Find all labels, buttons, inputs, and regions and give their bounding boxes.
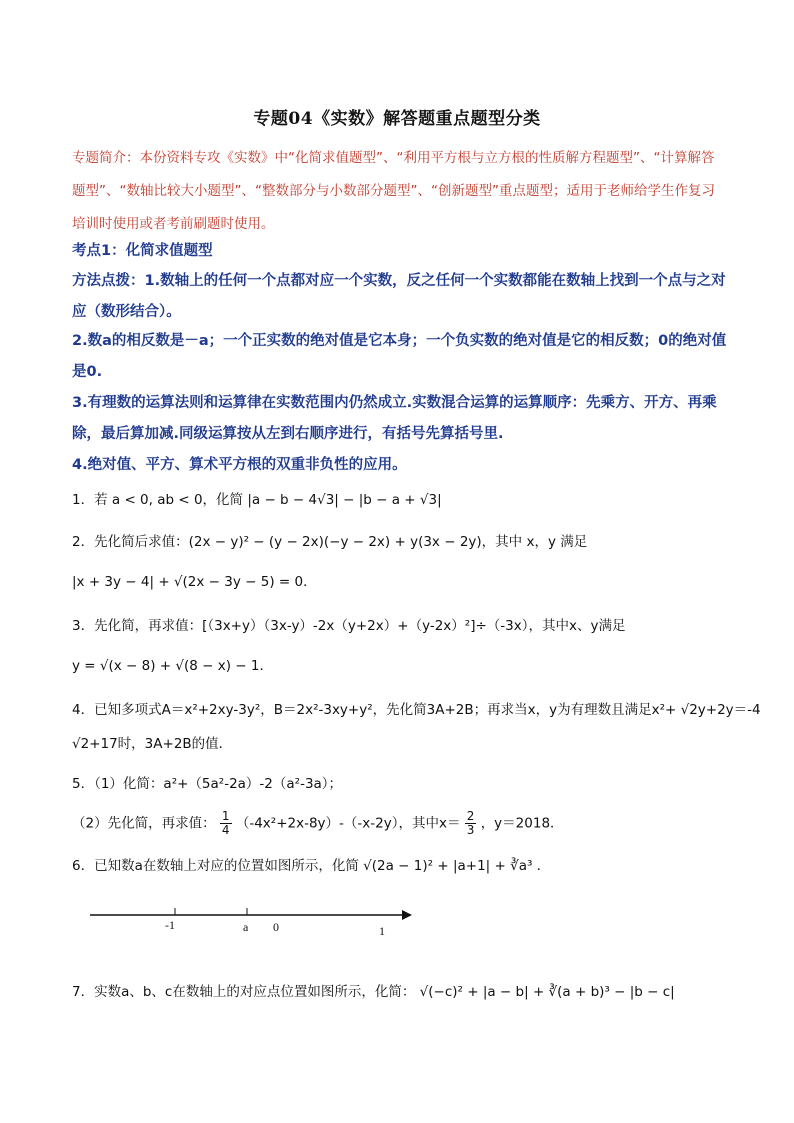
problem-3-line-2: y = √(x − 8) + √(8 − x) − 1． (72, 658, 273, 674)
problem-7: 7．实数a、b、c在数轴上的对应点位置如图所示，化简： √(−c)² + |a − b| + ∛(a + b)³ − |b − c| (72, 984, 675, 1000)
fraction-numerator: 2 (466, 809, 475, 823)
problem-2-line-1: 2．先化简后求值：(2x − y)² − (y − 2x)(−y − 2x) + y(3x − 2y)，其中 x，y 满足 (72, 534, 588, 550)
problem-5-part-2-middle: （-4x²+2x-8y）-（-x-2y），其中x＝ (235, 815, 461, 832)
fraction-denominator: 3 (466, 823, 475, 837)
method-point-3: 3.有理数的运算法则和运算律在实数范围内仍然成立.实数混合运算的运算顺序：先乘方、开方、再乘除，最后算加减.同级运算按从左到右顺序进行，有括号先算括号里. (72, 395, 717, 442)
problem-1: 1．若 a < 0, ab < 0，化简 |a − b − 4√3| − |b − a + √3| (72, 492, 442, 508)
fraction-denominator: 4 (221, 823, 230, 837)
label-zero: 0 (273, 920, 279, 934)
method-point-1: 方法点拨：1.数轴上的任何一个点都对应一个实数，反之任何一个实数都能在数轴上找到一个点与之对应（数形结合）。 (72, 273, 726, 320)
fraction-numerator: 1 (221, 809, 230, 823)
page-title: 专题04《实数》解答题重点题型分类 (253, 109, 541, 129)
problem-4-line-2: √2+17时，3A+2B的值． (72, 736, 233, 752)
section-heading: 考点1：化简求值题型 (72, 243, 213, 259)
label-one: 1 (379, 924, 385, 938)
method-point-4: 4.绝对值、平方、算术平方根的双重非负性的应用。 (72, 457, 407, 473)
problem-4-line-1: 4．已知多项式A＝x²+2xy-3y²，B＝2x²-3xy+y²，先化简3A+2B；再求当x，y为有理数且满足x²+ √2y+2y＝-4 (72, 702, 761, 718)
method-point-2: 2.数a的相反数是－a；一个正实数的绝对值是它本身；一个负实数的绝对值是它的相反数；0的绝对值是0. (72, 333, 727, 380)
fraction-one-quarter (220, 810, 232, 837)
label-minus-one: -1 (165, 918, 175, 932)
problem-5-part-2-suffix: ，y＝2018． (480, 815, 564, 832)
problem-2-line-2: |x + 3y − 4| + √(2x − 3y − 5) = 0． (72, 574, 317, 590)
problem-5-part-1: 5．（1）化简：a²+（5a²-2a）-2（a²-3a）； (72, 776, 343, 792)
number-line-figure (90, 895, 420, 945)
problem-3-line-1: 3．先化简，再求值：[（3x+y）（3x-y）-2x（y+2x）+（y-2x）²]÷（-3x），其中x、y满足 (72, 618, 626, 634)
problem-6: 6．已知数a在数轴上对应的位置如图所示，化简 √(2a − 1)² + |a+1| + ∛a³ ． (72, 858, 551, 874)
label-a: a (243, 920, 249, 934)
problem-5-part-2-prefix: （2）先化简，再求值： (72, 815, 216, 832)
intro-paragraph: 专题简介：本份资料专攻《实数》中“化简求值题型”、“利用平方根与立方根的性质解方程题型”、“计算解答题型”、“数轴比较大小题型”、“整数部分与小数部分题型”、“创新题型”重点题型；适用于老师给学生作复习培训时使用或者考前刷题时使用。 (72, 150, 715, 232)
number-line-arrow-icon (402, 910, 412, 920)
fraction-two-thirds (465, 810, 477, 837)
problem-5-part-2 (72, 810, 732, 837)
